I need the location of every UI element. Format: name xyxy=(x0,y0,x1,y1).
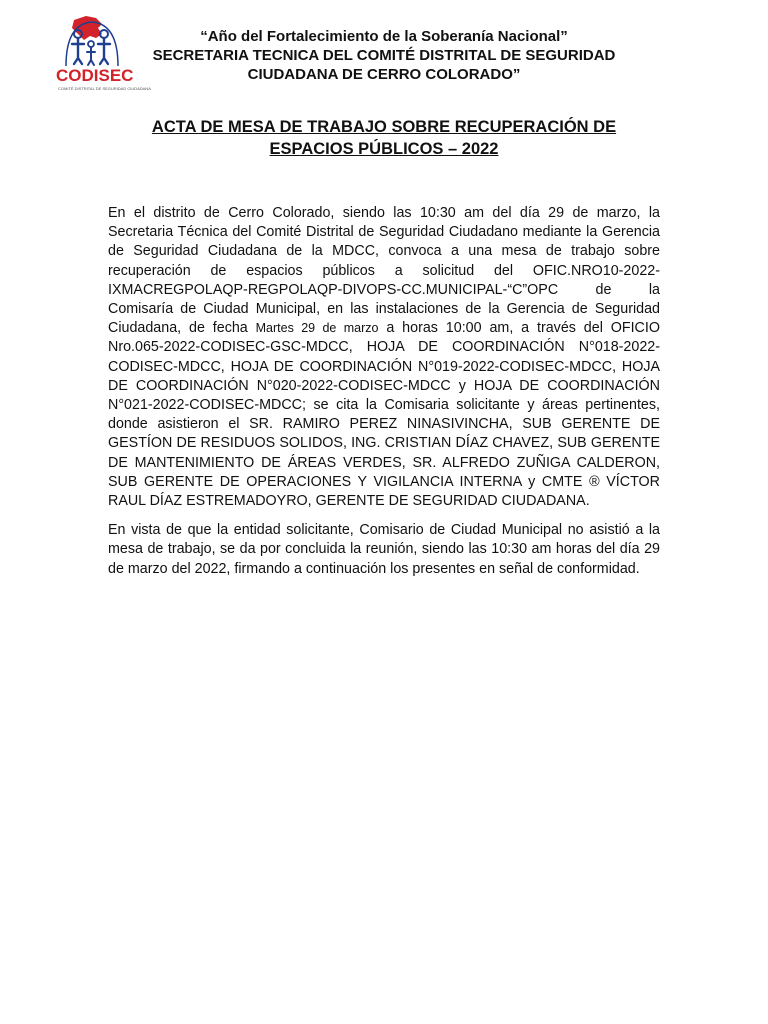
codisec-logo xyxy=(56,14,151,96)
paragraph-2: En vista de que la entidad solicitante, Comisario de Ciudad Municipal no asistió a la mesa de trabajo, se da por concluida la reunión, siendo las 10:30 am horas del día 29 de marzo del 2022, firmando a continuación los presentes en señal de conformidad. xyxy=(108,522,660,577)
paragraph-1-part-b: a horas 10:00 am, a través del OFICIO Nro.065-2022-CODISEC-GSC-MDCC, HOJA DE COORDINACIÓN N°018-2022-CODISEC-MDCC, HOJA DE COORDINACIÓN N°019-2022-CODISEC-MDCC, HOJA DE COORDINACIÓN N°020-2022-CODISEC-MDCC y HOJA DE COORDINACIÓN N°021-2022-CODISEC-MDCC; se cita la Comisaria solicitante y áreas pertinentes, donde asistieron el SR. RAMIRO PEREZ NINASIVINCHA, SUB GERENTE DE GESTÍON DE RESIDUOS SOLIDOS, ING. CRISTIAN DÍAZ CHAVEZ, SUB GERENTE DE MANTENIMIENTO DE ÁREAS VERDES, SR. ALFREDO ZUÑIGA CALDERON, SUB GERENTE DE OPERACIONES Y VIGILANCIA INTERNA y CMTE ® VÍCTOR RAUL DÍAZ ESTREMADOYRO, GERENTE DE SEGURIDAD CIUDADANA. xyxy=(108,320,660,510)
title-line-1: ACTA DE MESA DE TRABAJO SOBRE RECUPERACIÓN DE xyxy=(151,118,617,136)
paragraph-1 xyxy=(108,204,660,511)
document-header xyxy=(140,27,628,84)
header-year-motto: “Año del Fortalecimiento de la Soberanía Nacional” xyxy=(200,28,568,45)
header-ciudadana: CIUDADANA DE CERRO COLORADO” xyxy=(247,66,521,83)
family-map-icon xyxy=(56,14,128,70)
logo-subtitle: COMITÉ DISTRITAL DE SEGURIDAD CIUDADANA xyxy=(58,86,151,91)
document-title xyxy=(108,116,660,160)
paragraph-1-date: Martes 29 de marzo xyxy=(255,321,379,336)
document-body xyxy=(108,204,660,589)
logo-wordmark: CODISEC xyxy=(56,66,134,85)
title-line-2: ESPACIOS PÚBLICOS – 2022 xyxy=(269,140,499,158)
paragraph-1-part-a: En el distrito de Cerro Colorado, siendo las 10:30 am del día 29 de marzo, la Secretaria Técnica del Comité Distrital de Seguridad Ciudadano mediante la Gerencia de Seguridad Ciudadana de la MDCC, convoca a una mesa de trabajo sobre recuperación de espacios públicos a solicitud del OFIC.NRO10-2022-IXMACREGPOLAQP-REGPOLAQP-DIVOPS-CC.MUNICIPAL-“C”OPC de la Comisaría de Ciudad Municipal, en las instalaciones de la Gerencia de Seguridad Ciudadana, de fecha xyxy=(108,205,660,337)
header-secretaria: SECRETARIA TECNICA DEL COMITÉ DISTRITAL DE SEGURIDAD xyxy=(152,47,616,64)
